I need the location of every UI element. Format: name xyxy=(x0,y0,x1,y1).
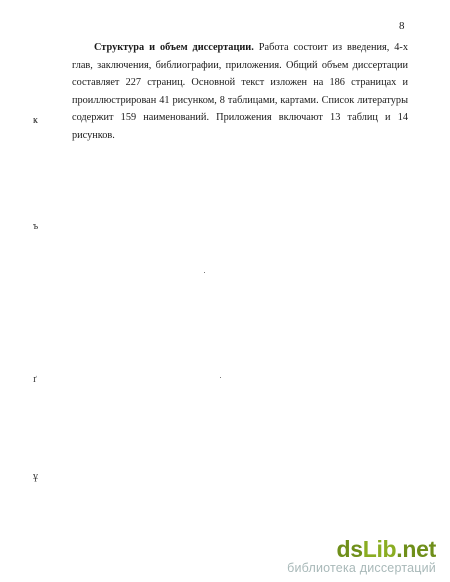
watermark-brand xyxy=(287,537,436,561)
brand-net: .net xyxy=(396,536,436,562)
margin-mark-2: ъ xyxy=(33,221,39,232)
paragraph-lead: Структура и объем диссертации. xyxy=(94,42,254,53)
brand-ds: ds xyxy=(336,536,363,562)
scan-speck xyxy=(220,377,221,378)
page-number: 8 xyxy=(399,20,405,32)
paragraph-text: Работа состоит из введения, 4-х глав, заключения, библиографии, приложения. Общий объем диссертации составляет 227 страниц. Основной текст изложен на 186 страницах и проиллюстрирован 41 рисунком, 8 таблицами, картами. Список литературы содержит 159 наименований. Приложения включают 13 таблиц и 14 рисунков. xyxy=(72,42,408,141)
body-paragraph xyxy=(72,39,408,145)
margin-mark-1: ҝ xyxy=(33,115,38,126)
brand-lib: Lib xyxy=(362,536,397,562)
margin-mark-4: ұ xyxy=(33,471,38,482)
scan-speck xyxy=(204,272,205,273)
watermark-caption: библиотека диссертаций xyxy=(287,561,436,575)
watermark-logo xyxy=(287,537,436,576)
margin-mark-3: ґ xyxy=(33,374,37,385)
